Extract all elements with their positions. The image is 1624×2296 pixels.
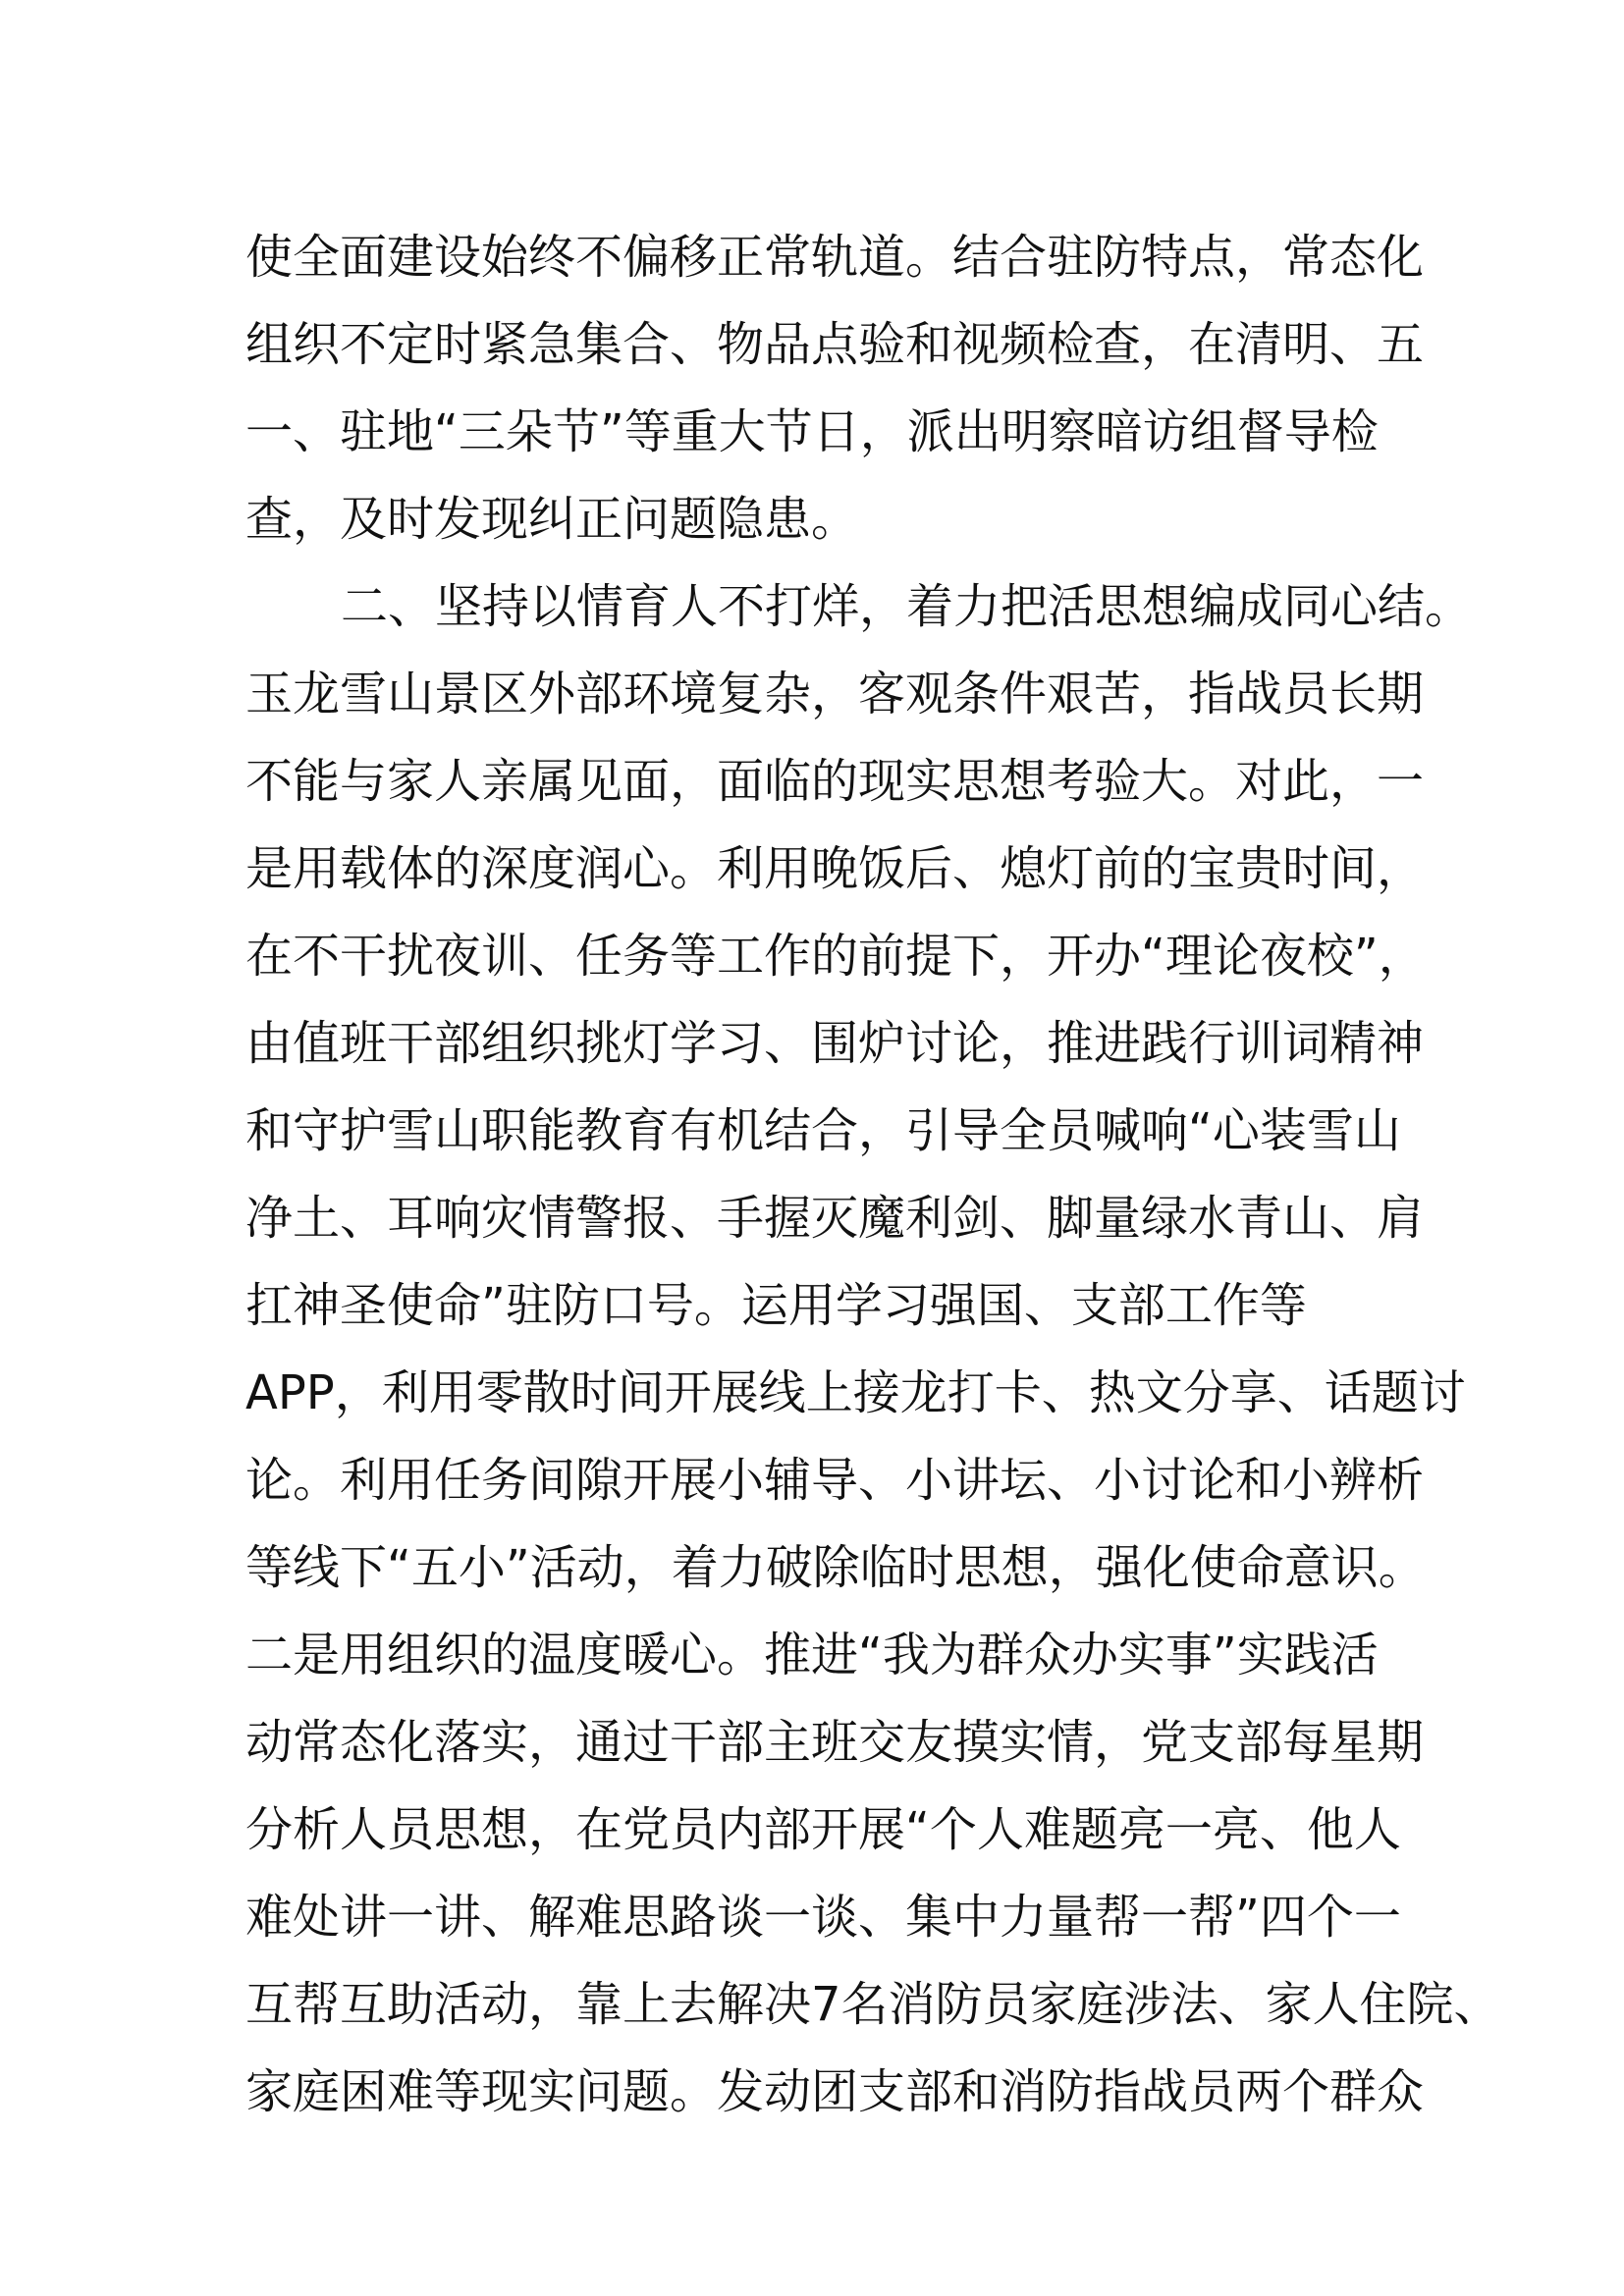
text-line-11: 和守护雪山职能教育有机结合，引导全员喊响“心装雪山 — [245, 1103, 1401, 1158]
text-line-3: 一、驻地“三朵节”等重大节日，派出明察暗访组督导检 — [245, 404, 1379, 459]
text-line-22: 家庭困难等现实问题。发动团支部和消防指战员两个群众 — [245, 2064, 1425, 2119]
text-line-17: 二是用组织的温度暖心。推进“我为群众办实事”实践活 — [245, 1628, 1379, 1682]
text-line-5: 二、坚持以情育人不打烊，着力把活思想编成同心结。 — [341, 579, 1473, 634]
text-line-18: 动常态化落实，通过干部主班交友摸实情，党支部每星期 — [245, 1715, 1425, 1770]
text-line-19: 分析人员思想，在党员内部开展“个人难题亮一亮、他人 — [245, 1802, 1401, 1857]
text-line-6: 玉龙雪山景区外部环境复杂，客观条件艰苦，指战员长期 — [245, 667, 1425, 721]
text-line-9: 在不干扰夜训、任务等工作的前提下，开办“理论夜校”， — [245, 929, 1426, 984]
text-line-21: 互帮互助活动，靠上去解决7名消防员家庭涉法、家人住院、 — [245, 1977, 1501, 2032]
text-line-14: APP，利用零散时间开展线上接龙打卡、热文分享、话题讨 — [245, 1365, 1466, 1420]
text-line-13: 扛神圣使命”驻防口号。运用学习强国、支部工作等 — [245, 1278, 1307, 1333]
text-line-16: 等线下“五小”活动，着力破除临时思想，强化使命意识。 — [245, 1540, 1426, 1595]
text-line-8: 是用载体的深度润心。利用晚饭后、熄灯前的宝贵时间， — [245, 841, 1425, 896]
text-line-7: 不能与家人亲属见面，面临的现实思想考验大。对此，一 — [245, 754, 1425, 809]
text-line-15: 论。利用任务间隙开展小辅导、小讲坛、小讨论和小辨析 — [245, 1453, 1425, 1508]
text-line-10: 由值班干部组织挑灯学习、围炉讨论，推进践行训词精神 — [245, 1016, 1425, 1071]
text-line-1: 使全面建设始终不偏移正常轨道。结合驻防特点，常态化 — [245, 230, 1425, 285]
text-line-20: 难处讲一讲、解难思路谈一谈、集中力量帮一帮”四个一 — [245, 1890, 1401, 1945]
text-line-4: 查，及时发现纠正问题隐患。 — [245, 492, 859, 547]
text-line-12: 净土、耳响灾情警报、手握灭魔利剑、脚量绿水青山、肩 — [245, 1191, 1425, 1246]
text-line-2: 组织不定时紧急集合、物品点验和视频检查，在清明、五 — [245, 317, 1425, 372]
